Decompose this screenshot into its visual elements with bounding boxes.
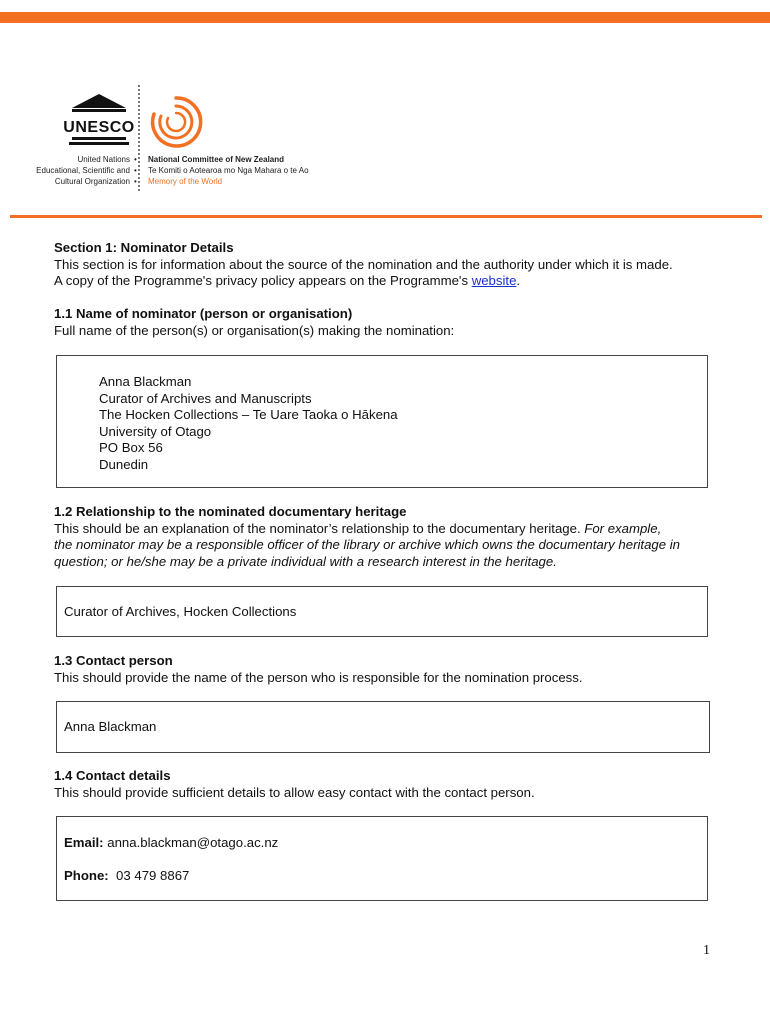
nominator-line: Dunedin [99,456,149,472]
q1-2-desc: This should be an explanation of the nominator’s relationship to the documentary heritage. For example, [54,520,662,536]
q1-4 [54,768,724,801]
nominator-line: The Hocken Collections – Te Uare Taoka o Hākena [99,407,398,422]
nominator-line: Curator of Archives and Manuscripts [99,390,312,406]
section-intro-line2: A copy of the Programme's privacy policy appears on the Programme's website. [54,273,521,288]
email-row [64,835,278,852]
top-accent-bar [0,12,770,23]
unesco-wordmark: UNESCO [63,119,135,136]
phone-value: 03 479 8867 [116,868,190,883]
header-rule [10,215,762,218]
phone-label: Phone: [64,868,109,883]
header-logo: UNESCO United Nations Educational, Scientific and Cultural Organization • • • National Committee of New Zealand Te Komiti o Aotearoa mo Nga Mahara o te Ao Memory of the World [28,84,348,194]
q1-3-heading: 1.3 Contact person [54,653,173,668]
contact-person-box[interactable] [56,701,710,753]
section-intro [54,240,724,290]
section-title: Section 1: Nominator Details [54,240,234,255]
contact-person-answer: Anna Blackman [64,719,157,734]
contact-details-box[interactable] [56,816,708,901]
q1-3-desc: This should provide the name of the person who is responsible for the nomination process. [54,669,583,685]
q1-1 [54,306,724,339]
q1-2-heading: 1.2 Relationship to the nominated documentary heritage [54,504,407,519]
q1-4-heading: 1.4 Contact details [54,768,171,783]
relationship-box[interactable] [56,586,708,637]
unesco-temple-icon [63,92,135,154]
q1-1-heading: 1.1 Name of nominator (person or organisation) [54,306,353,321]
memory-of-world-swirl-icon [148,94,204,150]
phone-row [64,868,189,885]
q1-4-desc: This should provide sufficient details to allow easy contact with the contact person. [54,784,535,800]
logo-divider [138,84,140,192]
email-value: anna.blackman@otago.ac.nz [107,835,279,850]
committee-name: National Committee of New Zealand Te Komiti o Aotearoa mo Nga Mahara o te Ao Memory of the World [148,155,309,186]
nominator-line: PO Box 56 [99,440,163,455]
relationship-answer: Curator of Archives, Hocken Collections [64,604,297,619]
website-link[interactable]: website [471,273,517,288]
section-intro-line1: This section is for information about the source of the nomination and the authority under which it is made. [54,256,673,272]
nominator-name-box[interactable] [56,355,708,488]
q1-2: 1.2 Relationship to the nominated documentary heritage This should be an explanation of the nominator’s relationship to the documentary heritage. For example, the nominator may be a responsible officer of the library or archive which owns the documentary heritage in question; or he/she may be a private individual with a research interest in the heritage. [54,504,724,570]
nominator-line: Anna Blackman [99,374,192,389]
unesco-org-name: United Nations Educational, Scientific and Cultural Organization [36,155,130,186]
q1-3 [54,653,724,686]
email-label: Email: [64,835,104,850]
nominator-line: University of Otago [99,423,212,439]
page-number: 1 [703,943,710,958]
q1-1-desc: Full name of the person(s) or organisation(s) making the nomination: [54,322,455,338]
